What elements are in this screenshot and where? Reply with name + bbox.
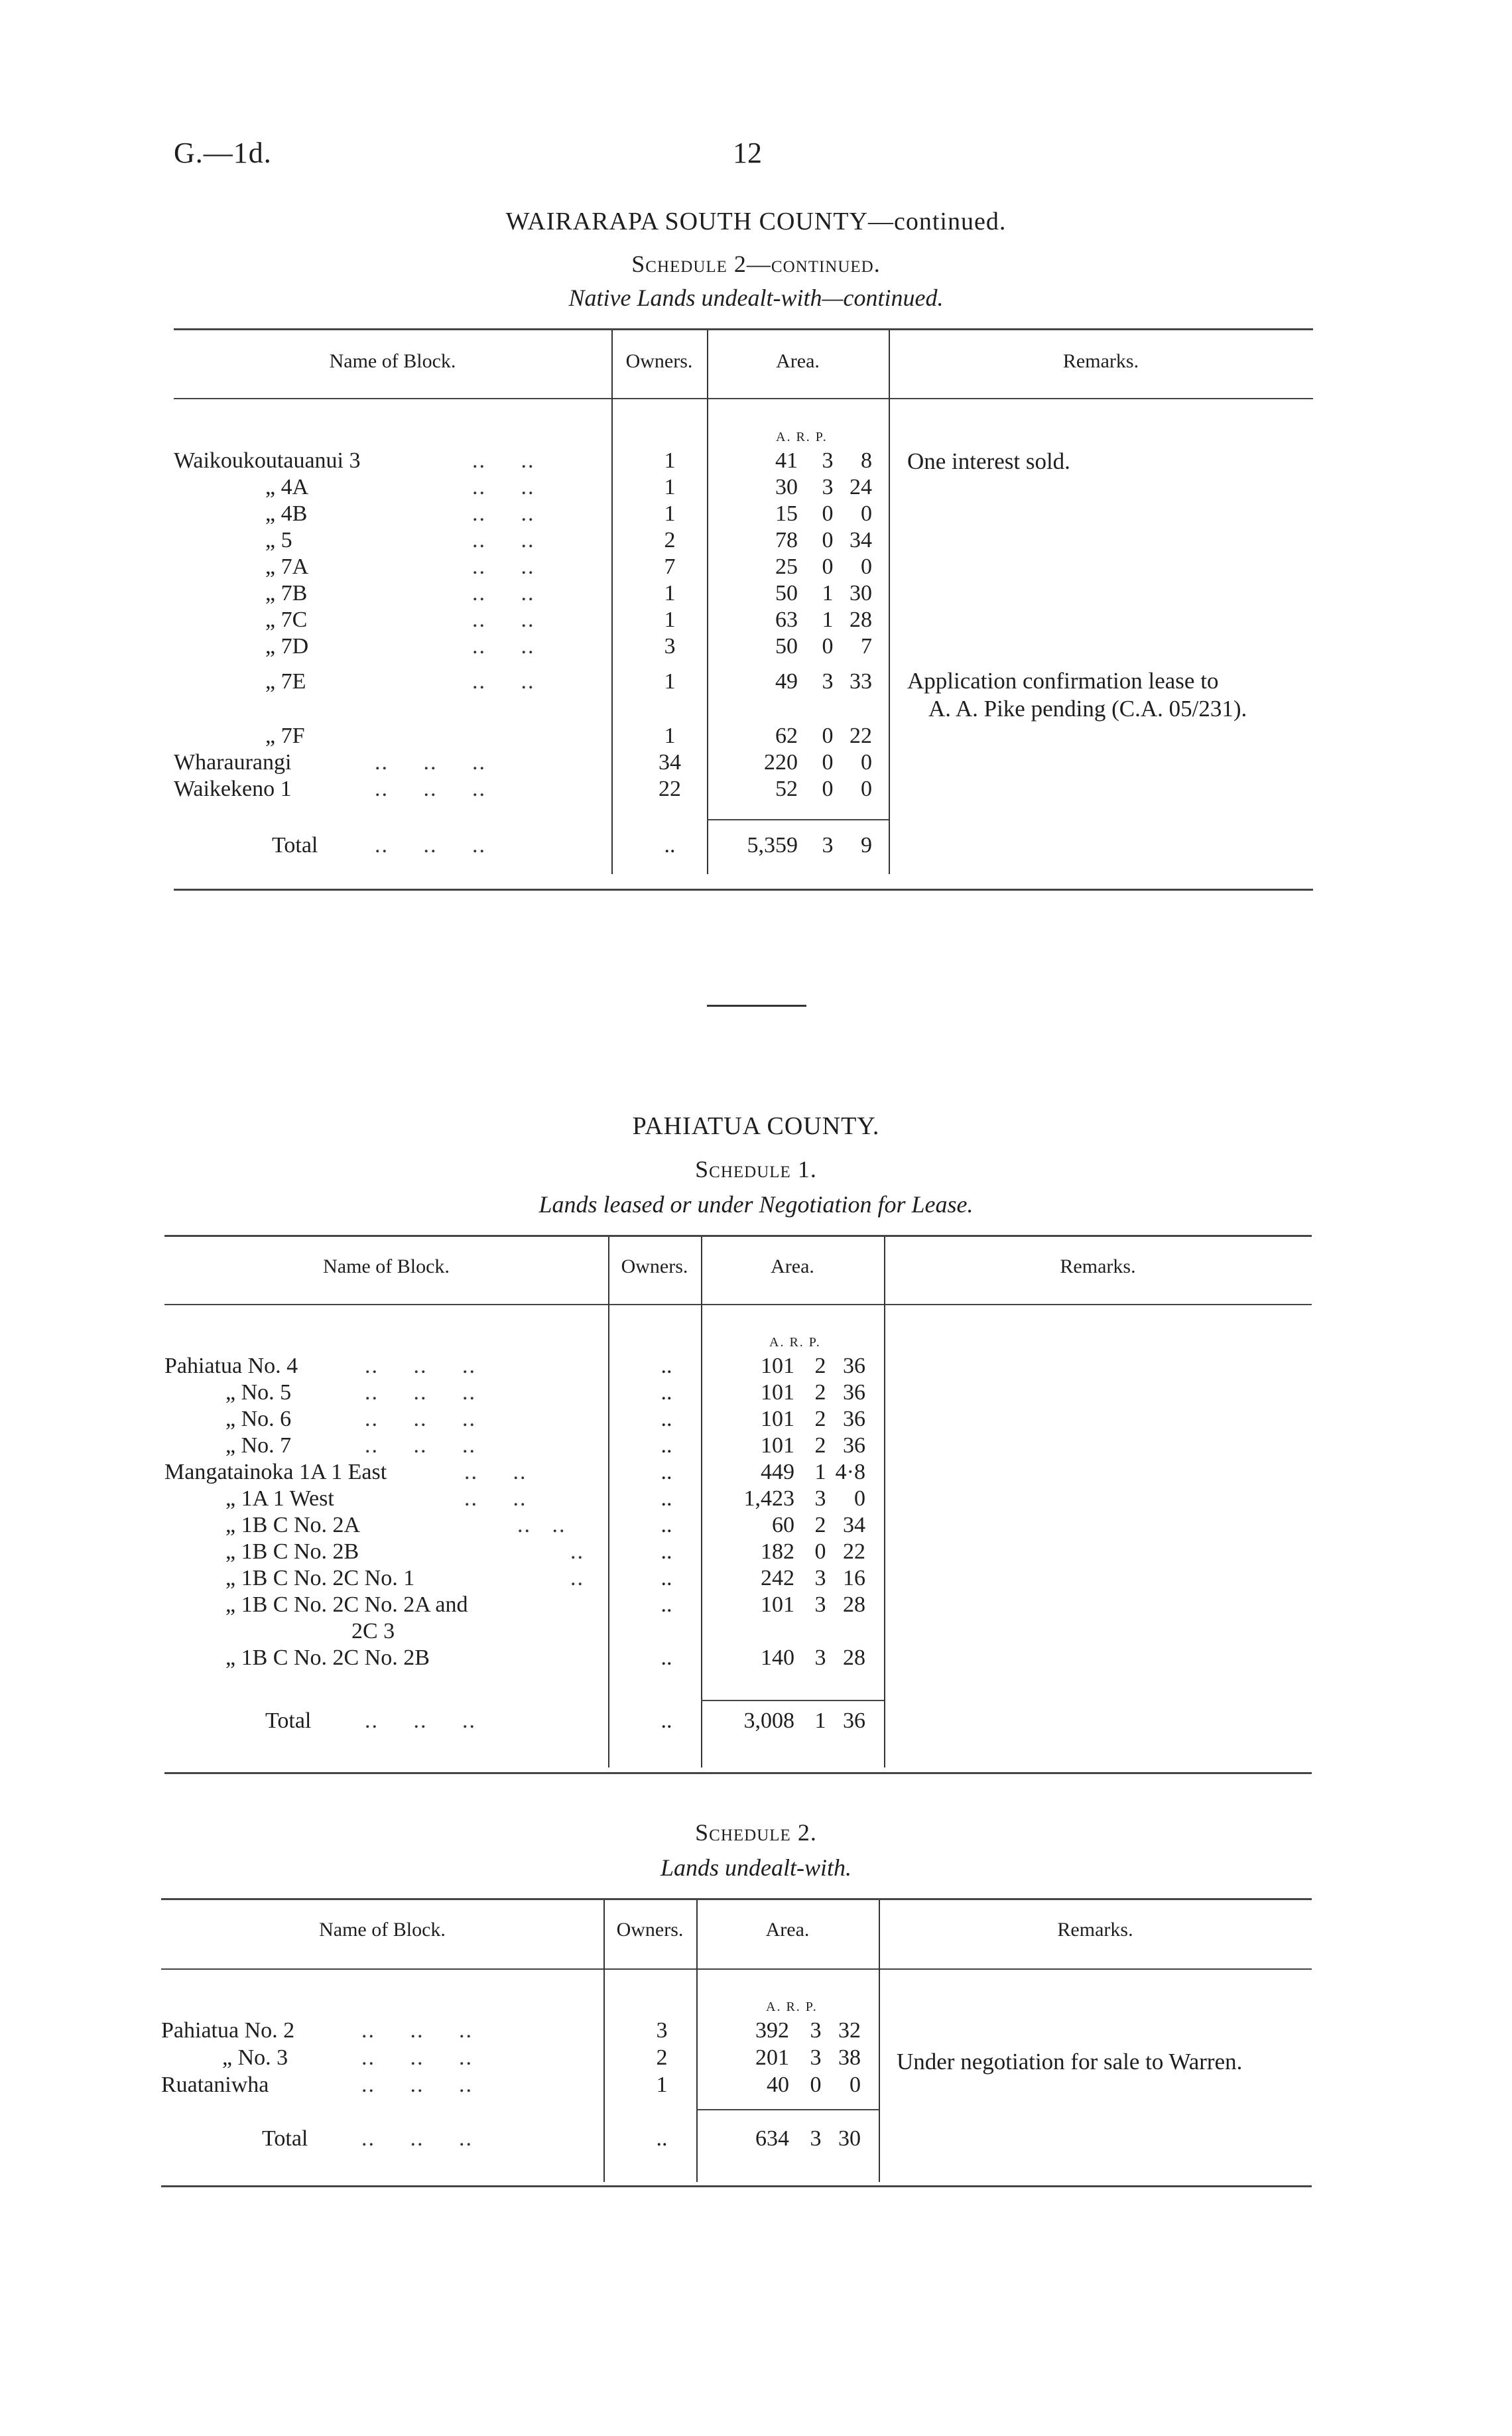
section3-schedule: Schedule 2. — [695, 1819, 817, 1846]
section1-col-area: Area. — [776, 350, 820, 372]
section1-subtitle: Native Lands undealt-with—continued. — [568, 285, 944, 311]
section2-col-owners: Owners. — [621, 1255, 688, 1277]
section2-top-rule — [164, 1235, 1312, 1237]
table-row: 2C 3 — [351, 1619, 395, 1643]
table-row: „ 4A .. .. 1 30 3 24 — [265, 475, 872, 499]
remark-application-line2: A. A. Pike pending (C.A. 05/231). — [928, 696, 1247, 722]
table-row: „ No. 6 .. .. .. .. 101 2 36 — [225, 1407, 865, 1431]
total-row: Total .. .. .. .. 3,008 1 36 — [265, 1708, 865, 1733]
total-row: Total .. .. .. .. 5,359 3 9 — [272, 833, 872, 858]
section2-schedule: Schedule 1. — [695, 1156, 817, 1183]
section-divider — [707, 1005, 806, 1007]
section3-col-owners: Owners. — [616, 1919, 684, 1941]
section3-total-rule — [696, 2109, 879, 2110]
page-number: 12 — [733, 137, 762, 169]
section2-bottom-rule — [164, 1772, 1312, 1774]
section1-schedule: Schedule 2—continued. — [631, 251, 881, 277]
section1-col-name: Name of Block. — [329, 350, 456, 372]
section1-arp-units: A. R. P. — [776, 430, 828, 444]
table-row: „ 7B .. .. 1 50 1 30 — [265, 581, 872, 606]
section3-col-name: Name of Block. — [319, 1919, 446, 1941]
section2-title: PAHIATUA COUNTY. — [632, 1112, 880, 1140]
table-row: „ 1B C No. 2B .. .. 182 0 22 — [225, 1539, 865, 1564]
section2-arp-units: A. R. P. — [769, 1335, 821, 1350]
table-row: „ 7C .. .. 1 63 1 28 — [265, 608, 872, 632]
table-row: „ No. 5 .. .. .. .. 101 2 36 — [225, 1380, 865, 1405]
table-row: „ 7D .. .. 3 50 0 7 — [265, 634, 872, 659]
section3-subtitle: Lands undealt-with. — [660, 1854, 852, 1881]
table-row: Waikoukoutauanui 3 .. .. 1 41 3 8 — [174, 448, 872, 473]
table-row: „ 1B C No. 2C No. 2A and .. 101 3 28 — [225, 1592, 865, 1617]
table-row: „ 1B C No. 2C No. 2B .. 140 3 28 — [225, 1645, 865, 1670]
section2-header-rule — [164, 1304, 1312, 1305]
table-row: Pahiatua No. 2 .. .. .. 3 392 3 32 — [161, 2018, 861, 2043]
total-row: Total .. .. .. .. 634 3 30 — [262, 2126, 861, 2151]
section1-title: WAIRARAPA SOUTH COUNTY—continued. — [505, 208, 1007, 235]
section1-total-rule — [707, 819, 889, 820]
table-row: „ 5 .. .. 2 78 0 34 — [265, 528, 872, 552]
section3-arp-units: A. R. P. — [766, 2000, 818, 2014]
section2-total-rule — [701, 1700, 884, 1701]
table-row: „ 7E .. .. 1 49 3 33 — [265, 669, 872, 694]
section3-col-area: Area. — [765, 1919, 810, 1941]
section1-col-remarks: Remarks. — [1062, 350, 1139, 372]
document-reference: G.—1d. — [174, 137, 272, 169]
section2-col-name: Name of Block. — [323, 1255, 450, 1277]
table-row: „ No. 7 .. .. .. .. 101 2 36 — [225, 1433, 865, 1458]
table-row: Mangatainoka 1A 1 East .. .. .. 449 1 4·8 — [164, 1460, 865, 1484]
section2-col-area: Area. — [771, 1255, 814, 1277]
table-row: „ 7F 1 62 0 22 — [265, 724, 872, 748]
table-row: „ 1B C No. 2C No. 1 .. .. 242 3 16 — [225, 1566, 865, 1590]
section3-col-remarks: Remarks. — [1057, 1919, 1133, 1941]
remark-interest-sold: One interest sold. — [907, 448, 1070, 474]
section3-bottom-rule — [161, 2185, 1312, 2187]
section1-col-owners: Owners. — [625, 350, 693, 372]
section2-subtitle: Lands leased or under Negotiation for Lease. — [538, 1191, 974, 1218]
section1-top-rule — [174, 328, 1313, 330]
table-row: „ 7A .. .. 7 25 0 0 — [265, 554, 872, 579]
table-row: „ 1B C No. 2A .. .. .. 60 2 34 — [225, 1513, 865, 1537]
table-row: Pahiatua No. 4 .. .. .. .. 101 2 36 — [164, 1354, 865, 1378]
table-row: Wharaurangi .. .. .. 34 220 0 0 — [174, 750, 872, 775]
table-row: Waikekeno 1 .. .. .. 22 52 0 0 — [174, 777, 872, 801]
section2-col-remarks: Remarks. — [1060, 1255, 1136, 1277]
section1-bottom-rule — [174, 889, 1313, 891]
table-row: „ 1A 1 West .. .. .. 1,423 3 0 — [225, 1486, 865, 1511]
table-row: Ruataniwha .. .. .. 1 40 0 0 — [161, 2073, 861, 2097]
table-row: „ No. 3 .. .. .. 2 201 3 38 — [222, 2045, 861, 2070]
section3-header-rule — [161, 1968, 1312, 1970]
section1-header-rule — [174, 398, 1313, 399]
remark-application-line1: Application confirmation lease to — [907, 668, 1219, 694]
section3-top-rule — [161, 1898, 1312, 1900]
remark-negotiation-warren: Under negotiation for sale to Warren. — [897, 2049, 1243, 2075]
table-row: „ 4B .. .. 1 15 0 0 — [265, 501, 872, 526]
